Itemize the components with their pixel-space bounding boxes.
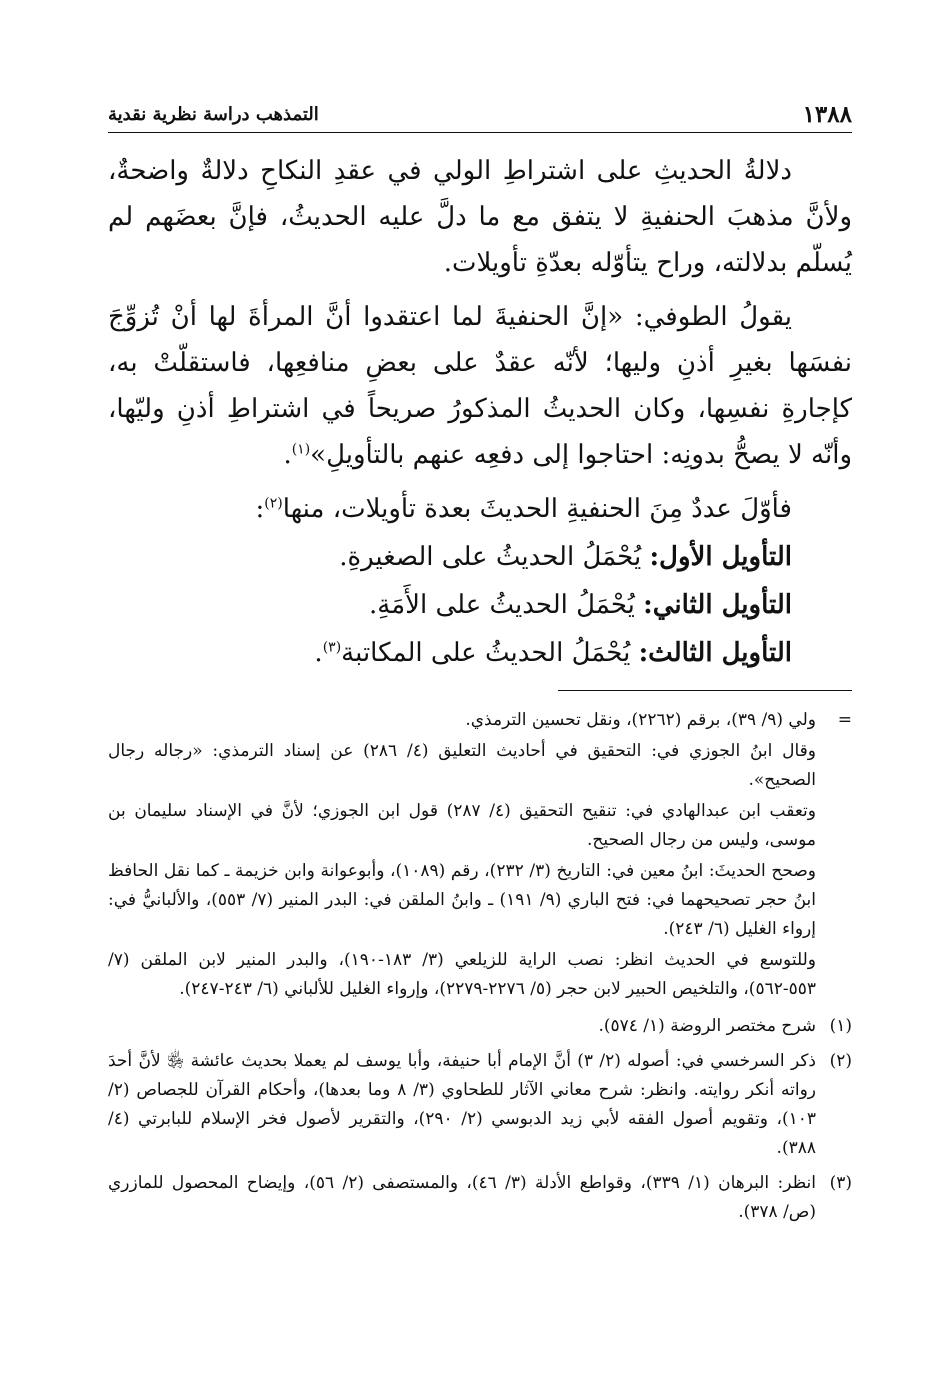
footnote-1	[108, 1012, 852, 1041]
interpretation-2-text: يُحْمَلُ الحديثُ على الأَمَةِ.	[369, 590, 635, 620]
intro-line	[108, 486, 792, 532]
interpretation-2-label: التأويل الثاني:	[643, 590, 792, 620]
footnotes	[108, 706, 852, 1233]
page-number: ١٣٨٨	[802, 100, 852, 128]
footnote-continued-body	[108, 706, 816, 1006]
footnote-continued-line: وصحح الحديثَ: ابنُ معين في: التاريخ (٣/ ٢٣٢)، رقم (١٠٨٩)، وأبوعوانة وابن خزيمة ـ كما نقل الحافظ ابنُ حجر تصحيحهما في: فتح الباري (٩/ ١٩١) ـ وابنُ الملقن في: البدر المنير (٧/ ٥٥٣)، والألبانيُّ في: إرواء الغليل (٦/ ٢٤٣).	[108, 861, 816, 939]
interpretations-list	[108, 486, 792, 676]
interpretation-1-text: يُحْمَلُ الحديثُ على الصغيرةِ.	[339, 542, 642, 572]
intro-text: فأوّلَ عددٌ مِنَ الحنفيةِ الحديثَ بعدة تأويلات، منها	[282, 494, 792, 524]
interpretation-3	[108, 630, 792, 676]
footnote-1-mark: (١)	[829, 1016, 852, 1036]
interpretation-2	[108, 582, 792, 628]
footnote-continued-line: وقال ابنُ الجوزي في: التحقيق في أحاديث التعليق (٤/ ٢٨٦) عن إسناد الترمذي: «رجاله رجال الصحيح».	[108, 741, 816, 790]
footnote-continued	[108, 706, 852, 1006]
interpretation-3-end: .	[314, 638, 323, 668]
footnote-2-mark: (٢)	[829, 1051, 852, 1071]
running-header	[108, 96, 852, 133]
footnote-3	[108, 1169, 852, 1227]
footnote-continued-mark: =	[837, 710, 852, 730]
footnote-1-text: شرح مختصر الروضة (١/ ٥٧٤).	[598, 1016, 816, 1036]
running-title: التمذهب دراسة نظرية نقدية	[108, 103, 319, 125]
intro-end: :	[255, 494, 265, 524]
footnote-2-text: ذكر السرخسي في: أصوله (٢/ ٣) أنَّ الإمام أبا حنيفة، وأبا يوسف لم يعملا بحديث عائشة ﵂ لأنَّ أحدَ رواته أنكر روايته. وانظر: شرح معاني الآثار للطحاوي (٣/ ٨ وما بعدها)، وأحكام القرآن للجصاص (٢/ ١٠٣)، وتقويم أصول الفقه لأبي زيد الدبوسي (٢/ ٢٩٠)، والتقرير لأصول فخر الإسلام للبابرتي (٤/ ٣٨٨).	[108, 1051, 816, 1158]
footnote-ref-1[interactable]: (١)	[291, 441, 311, 458]
footnote-3-mark: (٣)	[829, 1173, 852, 1193]
paragraph-2	[108, 294, 852, 478]
interpretation-1-label: التأويل الأول:	[649, 542, 792, 572]
footnote-3-text: انظر: البرهان (١/ ٣٣٩)، وقواطع الأدلة (٣/ ٤٦)، والمستصفى (٢/ ٥٦)، وإيضاح المحصول للمازري (ص/ ٣٧٨).	[108, 1173, 816, 1222]
footnote-separator	[558, 690, 852, 691]
paragraph-1: دلالةُ الحديثِ على اشتراطِ الولي في عقدِ النكاحِ دلالةٌ واضحةٌ، ولأنَّ مذهبَ الحنفيةِ لا يتفق مع ما دلَّ عليه الحديثُ، فإنَّ بعضَهم لم يُسلّم بدلالته، وراح يتأوّله بعدّةِ تأويلات.	[108, 156, 852, 278]
interpretation-3-label: التأويل الثالث:	[638, 638, 792, 668]
footnote-2	[108, 1047, 852, 1163]
footnote-ref-2[interactable]: (٢)	[264, 495, 283, 512]
paragraph-2-text: يقولُ الطوفي: «إنَّ الحنفيةَ لما اعتقدوا أنَّ المرأةَ لها أنْ تُزوِّجَ نفسَها بغيرِ أذنِ وليها؛ لأنّه عقدٌ على بعضِ منافعِها، فاستقلّتْ به، كإجارةِ نفسِها، وكان الحديثُ المذكورُ صريحاً في اشتراطِ أذنِ وليّها، وأنّه لا يصحُّ بدونِه: احتاجوا إلى دفعِه عنهم بالتأويلِ»	[108, 302, 852, 470]
footnote-continued-line: وتعقب ابن عبدالهادي في: تنقيح التحقيق (٤/ ٢٨٧) قول ابن الجوزي؛ لأنَّ في الإسناد سليمان بن موسى، وليس من رجال الصحيح.	[108, 801, 816, 850]
main-text	[108, 148, 852, 678]
footnote-continued-line: وللتوسع في الحديث انظر: نصب الراية للزيلعي (٣/ ١٨٣-١٩٠)، والبدر المنير لابن الملقن (٧/ ٥٥٣-٥٦٢)، والتلخيص الحبير لابن حجر (٥/ ٢٢٧٦-٢٢٧٩)، وإرواء الغليل للألباني (٦/ ٢٤٣-٢٤٧).	[108, 950, 816, 999]
footnote-continued-line: ولي (٩/ ٣٩)، برقم (٢٢٦٢)، ونقل تحسين الترمذي.	[465, 710, 816, 730]
interpretation-3-text: يُحْمَلُ الحديثُ على المكاتبة	[341, 638, 631, 668]
interpretation-1	[108, 534, 792, 580]
paragraph-2-end: .	[283, 440, 292, 470]
footnote-ref-3[interactable]: (٣)	[322, 639, 342, 656]
